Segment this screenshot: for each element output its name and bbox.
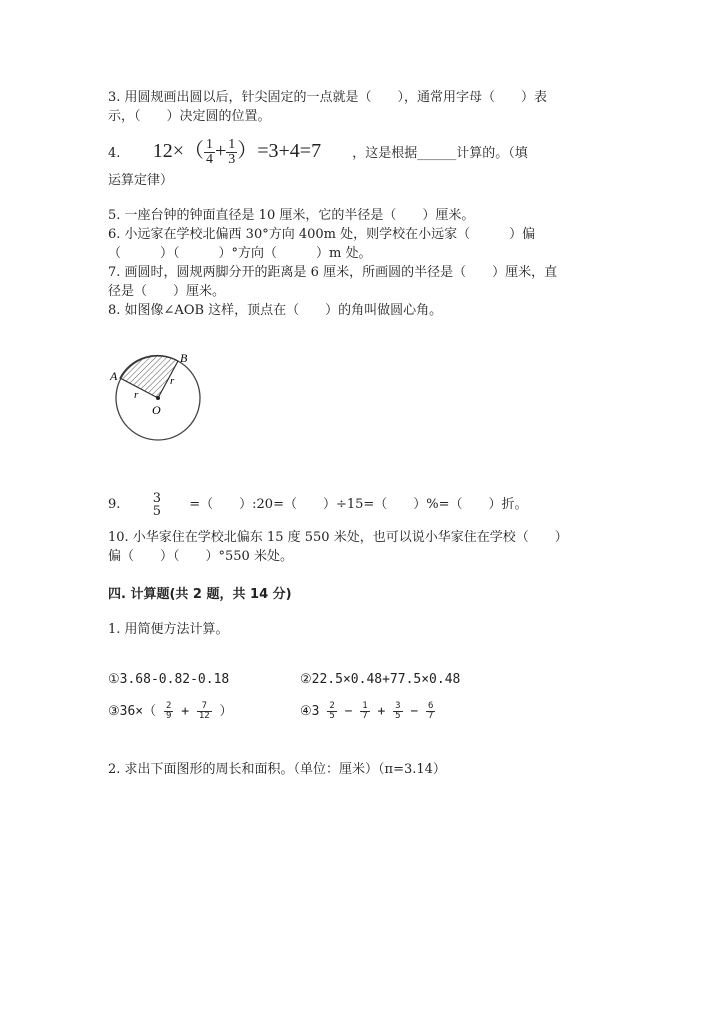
plus-sign: +	[214, 140, 227, 162]
question-4	[108, 136, 528, 166]
question-4-expression	[152, 136, 326, 167]
question-8: 8. 如图像∠AOB 这样，顶点在（ ）的角叫做圆心角。	[108, 303, 443, 318]
question-10-line-1: 10. 小华家住在学校北偏东 15 度 550 米处，也可以说小华家住在学校（ ）	[108, 530, 568, 545]
question-3-line-1: 3. 用圆规画出圆以后，针尖固定的一点就是（ ），通常用字母（ ）表	[108, 90, 548, 105]
item-4-start: ④3	[300, 704, 320, 719]
circle-figure	[106, 350, 206, 446]
fraction-6-7: $\frac{6}{7}$	[428, 701, 434, 721]
fraction-2-9: $\frac{2}{9}$	[165, 701, 172, 721]
question-4-line-2: 运算定律）	[108, 173, 174, 188]
question-3-line-2: 示，（ ）决定圆的位置。	[108, 109, 271, 124]
label-r-right: r	[170, 375, 175, 387]
calc-1-item-1: ①3.68-0.82-0.18	[108, 672, 230, 687]
question-7-line-1: 7. 画圆时，圆规两脚分开的距离是 6 厘米，所画圆的半径是（ ）厘米，直	[108, 265, 558, 280]
expression-end: ）=3+4=7	[237, 140, 322, 162]
question-6-line-1: 6. 小远家在学校北偏西 30°方向 400m 处，则学校在小远家（ ）偏	[108, 227, 536, 242]
question-9	[108, 490, 528, 520]
fraction-7-12: $\frac{7}{12}$	[198, 701, 210, 721]
fraction-one-quarter: $\frac{1}{4}$	[205, 136, 213, 167]
item-3-end: ）	[219, 704, 233, 719]
calc-1-title: 1. 用简便方法计算。	[108, 622, 229, 637]
question-7-line-2: 径是（ ）厘米。	[108, 284, 226, 299]
question-4-number: 4.	[108, 146, 121, 161]
label-r-left: r	[134, 389, 139, 401]
calc-2-title: 2. 求出下面图形的周长和面积。（单位：厘米）（π=3.14）	[108, 762, 446, 777]
fraction-2-5: $\frac{2}{5}$	[329, 701, 335, 721]
label-a: A	[110, 369, 118, 383]
fraction-one-third: $\frac{1}{3}$	[228, 136, 236, 167]
question-4-text: ，这是根据______计算的。（填	[352, 146, 528, 161]
label-o: O	[152, 403, 161, 417]
item-4-minus-2: −	[410, 704, 419, 719]
center-point	[156, 396, 160, 400]
label-b: B	[180, 351, 188, 365]
question-9-number: 9.	[108, 497, 121, 512]
question-6-line-2: （ ）（ ）°方向（ ）m 处。	[108, 246, 372, 261]
calc-1-item-4	[300, 698, 435, 726]
item-3-plus: +	[181, 704, 190, 719]
item-4-minus-1: −	[344, 704, 353, 719]
question-10-line-2: 偏（ ）（ ）°550 米处。	[108, 549, 293, 564]
calc-1-item-2: ②22.5×0.48+77.5×0.48	[300, 672, 461, 687]
question-9-text: =（ ）:20=（ ）÷15=（ ）%=（ ）折。	[189, 497, 528, 512]
expression-start: 12×（	[152, 140, 204, 162]
calc-1-item-3	[108, 698, 233, 726]
item-3-start: ③36×（	[108, 704, 157, 719]
fraction-1-7: $\frac{1}{7}$	[362, 701, 368, 721]
fraction-3-5: $\frac{3}{5}$	[395, 701, 401, 721]
fraction-three-fifths: 3 5	[152, 490, 161, 519]
question-5: 5. 一座台钟的钟面直径是 10 厘米，它的半径是（ ）厘米。	[108, 208, 475, 223]
section-4-title: 四. 计算题(共 2 题，共 14 分)	[108, 587, 292, 602]
item-4-plus: +	[377, 704, 386, 719]
